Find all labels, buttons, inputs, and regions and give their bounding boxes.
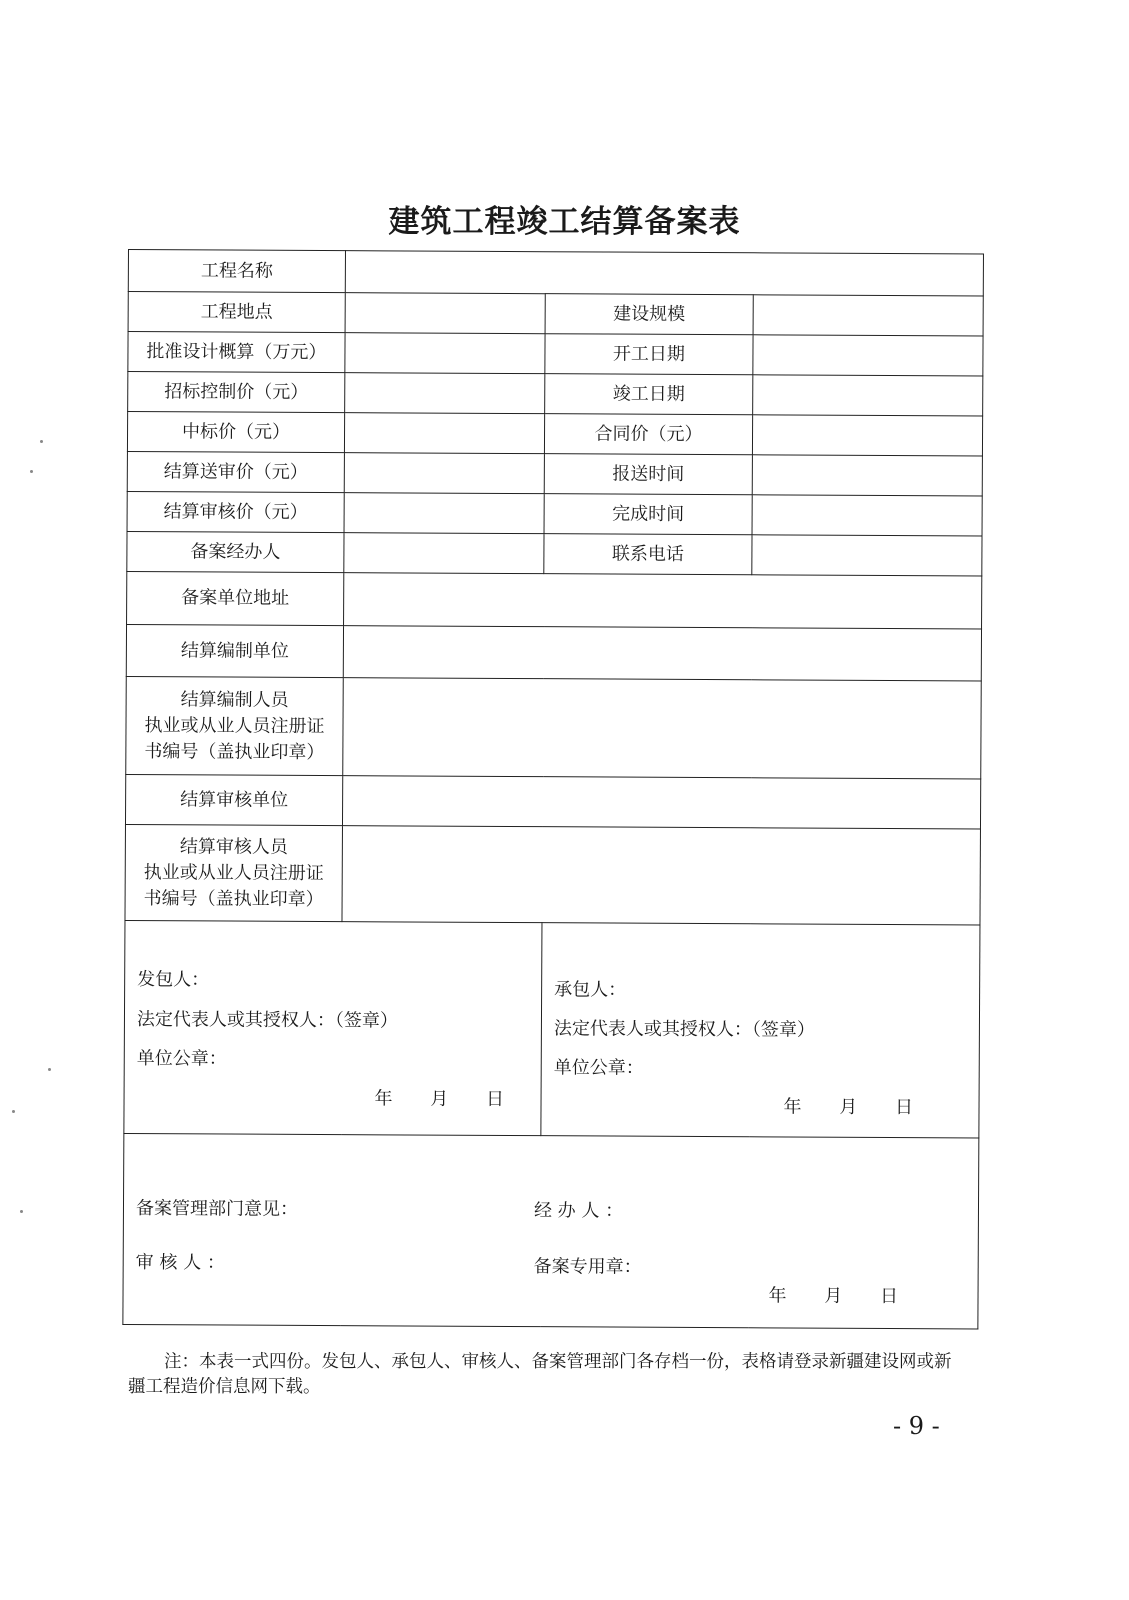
filing-department-cell[interactable] [123,1133,979,1328]
table-row [123,1133,979,1328]
settlement-submitted-price-label: 结算送审价（元） [127,451,344,492]
project-location-label: 工程地点 [128,292,345,333]
scan-speck [40,440,43,443]
scan-speck [20,1210,23,1213]
employer-seal-label: 单位公章： [136,1048,227,1070]
settlement-auditor-unit-label: 结算审核单位 [125,774,342,825]
month-label: 月 [824,1285,843,1307]
auditor-staff-line3: 书编号（盖执业印章） [143,887,324,910]
page-number: - 9 - [893,1412,940,1440]
filing-unit-address-field[interactable] [344,573,982,629]
contact-phone-field[interactable] [752,535,982,576]
filing-unit-address-label: 备案单位地址 [127,571,344,625]
settlement-preparer-unit-field[interactable] [343,626,981,681]
filing-opinion-label: 备案管理部门意见： [135,1198,299,1220]
scan-speck [12,1110,15,1113]
employer-date [374,1084,504,1111]
auditor-staff-line2: 执业或从业人员注册证 [143,861,324,884]
submission-time-field[interactable] [752,455,982,496]
approved-budget-field[interactable] [345,333,545,374]
completion-date-label: 竣工日期 [545,374,753,415]
contractor-signature-cell[interactable] [541,923,980,1138]
table-row [128,250,983,296]
filing-seal-label: 备案专用章： [533,1256,642,1278]
year-label: 年 [374,1088,393,1110]
finish-time-label: 完成时间 [544,494,752,535]
preparer-staff-field[interactable] [343,678,982,779]
year-label: 年 [783,1096,802,1118]
year-label: 年 [768,1285,787,1307]
project-location-field[interactable] [345,293,545,334]
employer-signature-cell[interactable] [124,920,542,1135]
settlement-audited-price-label: 结算审核价（元） [127,491,344,532]
table-row [127,531,982,575]
scan-speck [48,1068,51,1071]
filing-handler-sign-label: 经 办 人 ： [533,1200,624,1222]
submission-time-label: 报送时间 [544,454,752,495]
table-row [127,451,982,495]
settlement-audited-price-field[interactable] [344,493,544,534]
form-title: 建筑工程竣工结算备案表 [388,204,741,240]
contractor-label: 承包人： [554,979,627,1001]
table-row [128,332,983,376]
start-date-label: 开工日期 [545,334,753,375]
scan-speck [30,470,33,473]
preparer-staff-line3: 书编号（盖执业印章） [144,740,325,763]
tender-control-price-field[interactable] [345,373,545,414]
preparer-staff-label [126,676,344,775]
preparer-staff-line2: 执业或从业人员注册证 [144,714,325,737]
winning-bid-price-label: 中标价（元） [127,412,344,453]
contact-phone-label: 联系电话 [544,534,752,575]
contract-price-field[interactable] [752,415,982,456]
filing-handler-field[interactable] [344,533,544,574]
winning-bid-price-field[interactable] [344,413,544,454]
settlement-filing-form [122,249,984,1329]
day-label: 日 [879,1285,899,1308]
table-row [127,571,982,628]
settlement-submitted-price-field[interactable] [344,453,544,494]
contractor-date [783,1092,913,1119]
day-label: 日 [894,1097,914,1119]
contractor-rep-label: 法定代表人或其授权人：（签章） [553,1018,815,1041]
start-date-field[interactable] [753,335,983,376]
table-row [126,676,982,778]
month-label: 月 [430,1088,449,1110]
table-row [126,624,981,680]
tender-control-price-label: 招标控制价（元） [128,372,345,413]
auditor-staff-line1: 结算审核人员 [179,835,288,858]
table-row [125,824,981,924]
table-row [125,774,980,828]
settlement-preparer-unit-label: 结算编制单位 [126,624,343,677]
filing-handler-label: 备案经办人 [127,531,344,572]
finish-time-field[interactable] [752,495,982,536]
contract-price-label: 合同价（元） [544,414,752,455]
construction-scale-label: 建设规模 [545,294,753,335]
preparer-staff-line1: 结算编制人员 [180,688,289,711]
table-row [127,491,982,535]
project-name-label: 工程名称 [128,250,345,293]
filing-date [768,1281,898,1308]
employer-rep-label: 法定代表人或其授权人：（签章） [136,1009,399,1032]
table-row [128,292,983,336]
approved-budget-label: 批准设计概算（万元） [128,332,345,373]
day-label: 日 [485,1088,505,1110]
employer-label: 发包人： [137,969,210,991]
table-row [124,920,980,1137]
footnote: 注：本表一式四份。发包人、承包人、审核人、备案管理部门各存档一份，表格请登录新疆建设网或新疆工程造价信息网下载。 [128,1352,952,1397]
contractor-seal-label: 单位公章： [553,1057,644,1079]
table-row [128,372,983,416]
table-row [127,412,982,456]
construction-scale-field[interactable] [753,295,983,336]
auditor-staff-field[interactable] [342,826,981,925]
settlement-auditor-unit-field[interactable] [342,776,980,829]
completion-date-field[interactable] [753,375,983,416]
auditor-staff-label [125,824,342,921]
project-name-field[interactable] [345,251,983,296]
month-label: 月 [839,1096,858,1118]
filing-reviewer-label: 审 核 人 ： [135,1252,225,1274]
